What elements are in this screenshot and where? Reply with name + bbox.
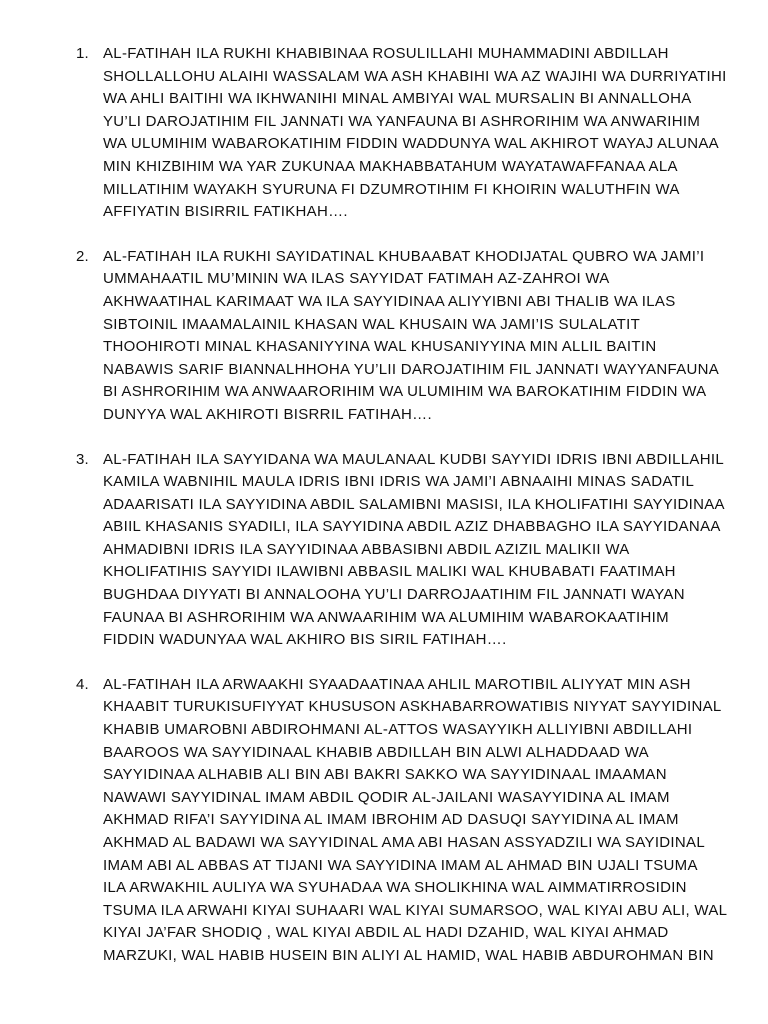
paragraph-line: BAAROOS WA SAYYIDINAAL KHABIB ABDILLAH BIN ALWI ALHADDAAD WA bbox=[103, 743, 649, 761]
numbered-list bbox=[0, 43, 768, 990]
paragraph-line: MARZUKI, WAL HABIB HUSEIN BIN ALIYI AL HAMID, WAL HABIB ABDUROHMAN BIN bbox=[103, 946, 714, 964]
paragraph-line: WA ULUMIHIM WABAROKATIHIM FIDDIN WADDUNYA WAL AKHIROT WAYAJ ALUNAA bbox=[103, 135, 719, 153]
item-number: 3. bbox=[76, 450, 89, 468]
item-paragraph bbox=[103, 246, 733, 427]
paragraph-line: BUGHDAA DIYYATI BI ANNALOOHA YU’LI DARROJAATIHIM FIL JANNATI WAYAN bbox=[103, 586, 685, 604]
paragraph-line: WA AHLI BAITIHI WA IKHWANIHI MINAL AMBIYAI WAL MURSALIN BI ANNALLOHA bbox=[103, 90, 692, 108]
list-item-3 bbox=[0, 449, 768, 652]
paragraph-line: TSUMA ILA ARWAHI KIYAI SUHAARI WAL KIYAI SUMARSOO, WAL KIYAI ABU ALI, WAL bbox=[103, 901, 728, 919]
paragraph-line: KAMILA WABNIHIL MAULA IDRIS IBNI IDRIS WA JAMI’I ABNAAIHI MINAS SADATIL bbox=[103, 473, 695, 491]
paragraph-line: KHAABIT TURUKISUFIYYAT KHUSUSON ASKHABARROWATIBIS NIYYAT SAYYIDINAL bbox=[103, 698, 722, 716]
paragraph-line: FAUNAA BI ASHRORIHIM WA ANWAARIHIM WA ALUMIHIM WABAROKAATIHIM bbox=[103, 608, 669, 626]
item-paragraph bbox=[103, 674, 733, 968]
paragraph-line: AKHMAD RIFA’I SAYYIDINA AL IMAM IBROHIM AD DASUQI SAYYIDINA AL IMAM bbox=[103, 811, 679, 829]
paragraph-line: NAWAWI SAYYIDINAL IMAM ABDIL QODIR AL-JAILANI WASAYYIDINA AL IMAM bbox=[103, 788, 670, 806]
paragraph-line: AL-FATIHAH ILA SAYYIDANA WA MAULANAAL KUDBI SAYYIDI IDRIS IBNI ABDILLAHIL bbox=[103, 450, 724, 468]
paragraph-line: DUNYYA WAL AKHIROTI BISRRIL FATIHAH…. bbox=[103, 405, 432, 423]
item-paragraph bbox=[103, 449, 733, 652]
paragraph-line: MILLATIHIM WAYAKH SYURUNA FI DZUMROTIHIM FI KHOIRIN WALUTHFIN WA bbox=[103, 180, 680, 198]
list-item-1 bbox=[0, 43, 768, 224]
list-item-4 bbox=[0, 674, 768, 968]
paragraph-line: BI ASHRORIHIM WA ANWAARORIHIM WA ULUMIHIM WA BAROKATIHIM FIDDIN WA bbox=[103, 383, 707, 401]
paragraph-line: AL-FATIHAH ILA RUKHI SAYIDATINAL KHUBAABAT KHODIJATAL QUBRO WA JAMI’I bbox=[103, 247, 705, 265]
paragraph-line: KHABIB UMAROBNI ABDIROHMANI AL-ATTOS WASAYYIKH ALLIYIBNI ABDILLAHI bbox=[103, 721, 693, 739]
paragraph-line: THOOHIROTI MINAL KHASANIYYINA WAL KHUSANIYYINA MIN ALLIL BAITIN bbox=[103, 338, 657, 356]
paragraph-line: KIYAI JA’FAR SHODIQ , WAL KIYAI ABDIL AL HADI DZAHID, WAL KIYAI AHMAD bbox=[103, 924, 669, 942]
paragraph-line: AL-FATIHAH ILA RUKHI KHABIBINAA ROSULILLAHI MUHAMMADINI ABDILLAH bbox=[103, 45, 669, 62]
paragraph-line: SAYYIDINAA ALHABIB ALI BIN ABI BAKRI SAKKO WA SAYYIDINAAL IMAAMAN bbox=[103, 766, 667, 784]
paragraph-line: AKHWAATIHAL KARIMAAT WA ILA SAYYIDINAA ALIYYIBNI ABI THALIB WA ILAS bbox=[103, 292, 676, 310]
paragraph-line: ILA ARWAKHIL AULIYA WA SYUHADAA WA SHOLIKHINA WAL AIMMATIRROSIDIN bbox=[103, 879, 687, 897]
paragraph-line: SHOLLALLOHU ALAIHI WASSALAM WA ASH KHABIHI WA AZ WAJIHI WA DURRIYATIHI bbox=[103, 67, 727, 85]
paragraph-line: AKHMAD AL BADAWI WA SAYYIDINAL AMA ABI HASAN ASSYADZILI WA SAYIDINAL bbox=[103, 834, 705, 851]
paragraph-line: AFFIYATIN BISIRRIL FATIKHAH…. bbox=[103, 203, 348, 221]
paragraph-line: KHOLIFATIHIS SAYYIDI ILAWIBNI ABBASIL MALIKI WAL KHUBABATI FAATIMAH bbox=[103, 563, 676, 581]
paragraph-line: NABAWIS SARIF BIANNALHHOHA YU’LII DAROJATIHIM FIL JANNATI WAYYANFAUNA bbox=[103, 360, 720, 378]
paragraph-line: ABIIL KHASANIS SYADILI, ILA SAYYIDINA ABDIL AZIZ DHABBAGHO ILA SAYYIDANAA bbox=[103, 518, 721, 536]
item-number: 1. bbox=[76, 45, 89, 62]
paragraph-line: UMMAHAATIL MU’MININ WA ILAS SAYYIDAT FATIMAH AZ-ZAHROI WA bbox=[103, 270, 610, 288]
paragraph-line: MIN KHIZBIHIM WA YAR ZUKUNAA MAKHABBATAHUM WAYATAWAFFANAA ALA bbox=[103, 157, 678, 175]
paragraph-line: YU’LI DAROJATIHIM FIL JANNATI WA YANFAUNA BI ASHRORIHIM WA ANWARIHIM bbox=[103, 112, 701, 130]
item-number: 4. bbox=[76, 675, 89, 693]
paragraph-line: ADAARISATI ILA SAYYIDINA ABDIL SALAMIBNI MASISI, ILA KHOLIFATIHI SAYYIDINAA bbox=[103, 495, 725, 513]
paragraph-line: SIBTOINIL IMAAMALAINIL KHASAN WAL KHUSAIN WA JAMI’IS SULALATIT bbox=[103, 315, 641, 333]
paragraph-line: FIDDIN WADUNYAA WAL AKHIRO BIS SIRIL FATIHAH…. bbox=[103, 631, 507, 649]
item-paragraph bbox=[103, 43, 733, 224]
paragraph-line: IMAM ABI AL ABBAS AT TIJANI WA SAYYIDINA IMAM AL AHMAD BIN UJALI TSUMA bbox=[103, 856, 698, 874]
paragraph-line: AHMADIBNI IDRIS ILA SAYYIDINAA ABBASIBNI ABDIL AZIZIL MALIKII WA bbox=[103, 540, 630, 558]
item-number: 2. bbox=[76, 247, 89, 265]
list-item-2 bbox=[0, 246, 768, 427]
paragraph-line: AL-FATIHAH ILA ARWAAKHI SYAADAATINAA AHLIL MAROTIBIL ALIYYAT MIN ASH bbox=[103, 675, 691, 693]
